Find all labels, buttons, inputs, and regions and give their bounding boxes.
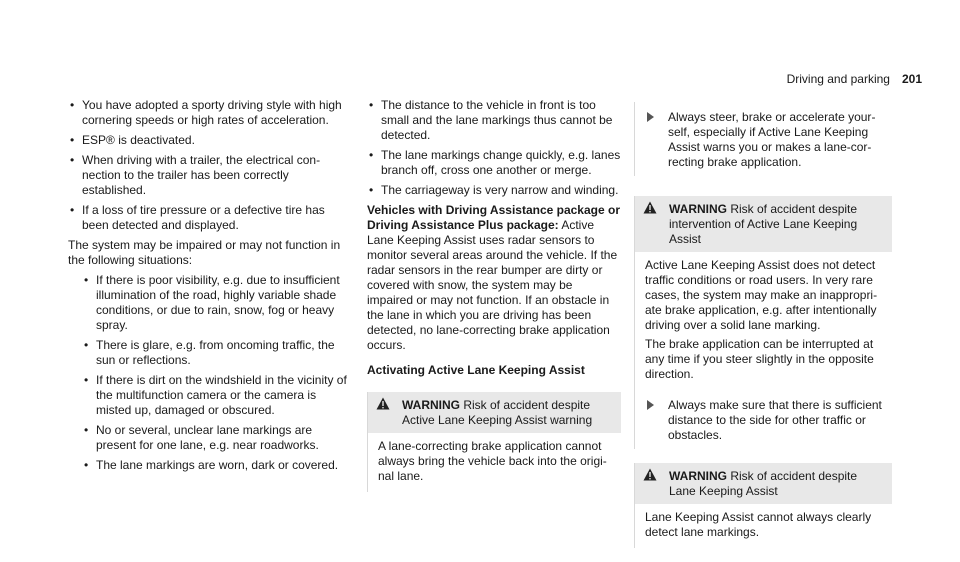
warning-triangle-icon [643, 201, 657, 214]
note-text: Always make sure that there is sufficient distance to the side for other traffic or obstacles. [668, 398, 882, 442]
conditions-list [68, 98, 353, 233]
warning-triangle-icon [376, 397, 390, 410]
warning-box [634, 196, 892, 449]
warning-title-text: Risk of accident despite Lane Keeping Assist [669, 469, 858, 498]
warning-label: WARNING [669, 469, 727, 483]
impairment-list-continued [367, 98, 621, 198]
warning-text: The brake application can be interrupted at any time if you steer slightly in the opposite direction. [645, 337, 874, 381]
list-item: • The carriageway is very narrow and winding. [367, 183, 621, 198]
list-item: • If a loss of tire pressure or a defective tire has been detected and displayed. [68, 203, 353, 233]
warning-title-text: Risk of accident despite Active Lane Keeping Assist warning [402, 398, 593, 427]
page-number: 201 [901, 72, 922, 86]
arrow-right-icon [647, 400, 654, 410]
list-item: • If there is dirt on the windshield in the vicinity of the multifunction camera or the camera is misted up, damaged or obscured. [82, 373, 353, 418]
impairment-list [68, 273, 353, 473]
column-2 [367, 98, 621, 506]
vehicles-text: Active Lane Keeping Assist uses radar sensors to monitor several areas around the vehicle. If the radar sensors in the rear bumper are dirty or covered with snow, the system may be impaired or may not function. If an obstacle in the lane in which you are driving has been detected, no lane-correcting brake application occurs. [367, 218, 618, 352]
list-item: • The distance to the vehicle in front is too small and the lane markings thus cannot be detected. [367, 98, 621, 143]
section-title: Driving and parking [786, 72, 890, 86]
list-item: • The lane markings are worn, dark or covered. [82, 458, 353, 473]
warning-text: Lane Keeping Assist cannot always clearly detect lane markings. [645, 510, 872, 539]
impairment-intro: The system may be impaired or may not function in the following situations: [68, 238, 341, 267]
list-item: • If there is poor visibility, e.g. due to insufficient illumination of the road, highly variable shade conditions, or due to rain, snow, fog or heavy spray. [82, 273, 353, 333]
list-item: • ESP® is deactivated. [68, 133, 353, 148]
list-item: • No or several, unclear lane markings are present for one lane, e.g. near roadworks. [82, 423, 353, 453]
arrow-right-icon [647, 112, 654, 122]
warning-text: A lane-correcting brake application cannot always bring the vehicle back into the original lane. [378, 439, 607, 483]
list-item: • You have adopted a sporty driving style with high cornering speeds or high rates of acceleration. [68, 98, 353, 128]
warning-header [635, 196, 892, 252]
warning-body [635, 504, 892, 548]
warning-triangle-icon [643, 468, 657, 481]
warning-title [645, 469, 882, 499]
warning-label: WARNING [402, 398, 460, 412]
warning-title [645, 202, 882, 247]
note [635, 102, 892, 176]
warning-body [635, 252, 892, 390]
warning-label: WARNING [669, 202, 727, 216]
note-box [634, 102, 892, 176]
section-heading: Activating Active Lane Keeping Assist [367, 363, 585, 377]
vehicles-subhead: Vehicles with Driving Assistance package or Driving Assistance Plus package: [367, 203, 620, 232]
warning-header [635, 463, 892, 504]
list-item: • When driving with a trailer, the electrical connection to the trailer has been correctly established. [68, 153, 353, 198]
warning-title [378, 398, 611, 428]
warning-box [367, 392, 621, 492]
warning-box [634, 463, 892, 548]
column-1 [68, 98, 353, 478]
note [635, 390, 892, 449]
column-3 [634, 98, 892, 562]
list-item: • There is glare, e.g. from oncoming traffic, the sun or reflections. [82, 338, 353, 368]
page-header [787, 72, 922, 86]
warning-text: Active Lane Keeping Assist does not detect traffic conditions or road users. In very rare cases, the system may make an inappropriate brake application, e.g. after intentionally driving over a solid lane marking. [645, 258, 878, 332]
list-item: • The lane markings change quickly, e.g. lanes branch off, cross one another or merge. [367, 148, 621, 178]
vehicles-paragraph [367, 203, 621, 353]
warning-header [368, 392, 621, 433]
note-text: Always steer, brake or accelerate yourself, especially if Active Lane Keeping Assist warns you or makes a lane-correcting brake application. [668, 110, 876, 169]
warning-body [368, 433, 621, 492]
warning-title-text: Risk of accident despite intervention of Active Lane Keeping Assist [669, 202, 858, 246]
